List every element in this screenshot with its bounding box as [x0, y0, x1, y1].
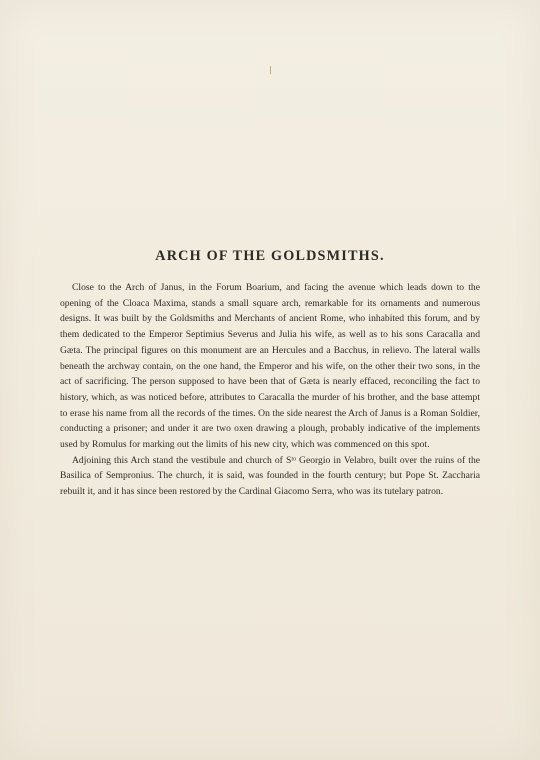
paragraph-1: Close to the Arch of Janus, in the Forum Boarium, and facing the avenue which leads down to the opening of the Cloaca Maxima, stands a small square arch, remarkable for its ornaments and numerous designs. It was built by the Goldsmiths and Merchants of ancient Rome, who inhabited this forum, and by them dedicated to the Emperor Septimius Severus and Julia his wife, as well as to his sons Caracalla and Gæta. The principal figures on this monument are an Hercules and a Bacchus, in relievo. The lateral walls beneath the archway contain, on the one hand, the Emperor and his wife, on the other their two sons, in the act of sacrificing. The person supposed to have been that of Gæta is nearly effaced, reconciling the fact to history, which, as was noticed before, attributes to Caracalla the murder of his brother, and the base attempt to erase his name from all the records of the times. On the side nearest the Arch of Janus is a Roman Soldier, conducting a prisoner; and under it are two oxen drawing a plough, probably indicative of the implements used by Romulus for marking out the limits of his new city, which was commenced on this spot. [60, 282, 480, 451]
paper-speck [270, 66, 271, 74]
page-title: ARCH OF THE GOLDSMITHS. [155, 248, 385, 264]
body-text [60, 280, 480, 500]
paragraph-2: Adjoining this Arch stand the vestibule and church of Sᵗᵒ Georgio in Velabro, built over the ruins of the Basilica of Sempronius. The church, it is said, was founded in the fourth century; but Pope St. Zaccharia rebuilt it, and it has since been restored by the Cardinal Giacomo Serra, who was its tutelary patron. [60, 454, 480, 498]
